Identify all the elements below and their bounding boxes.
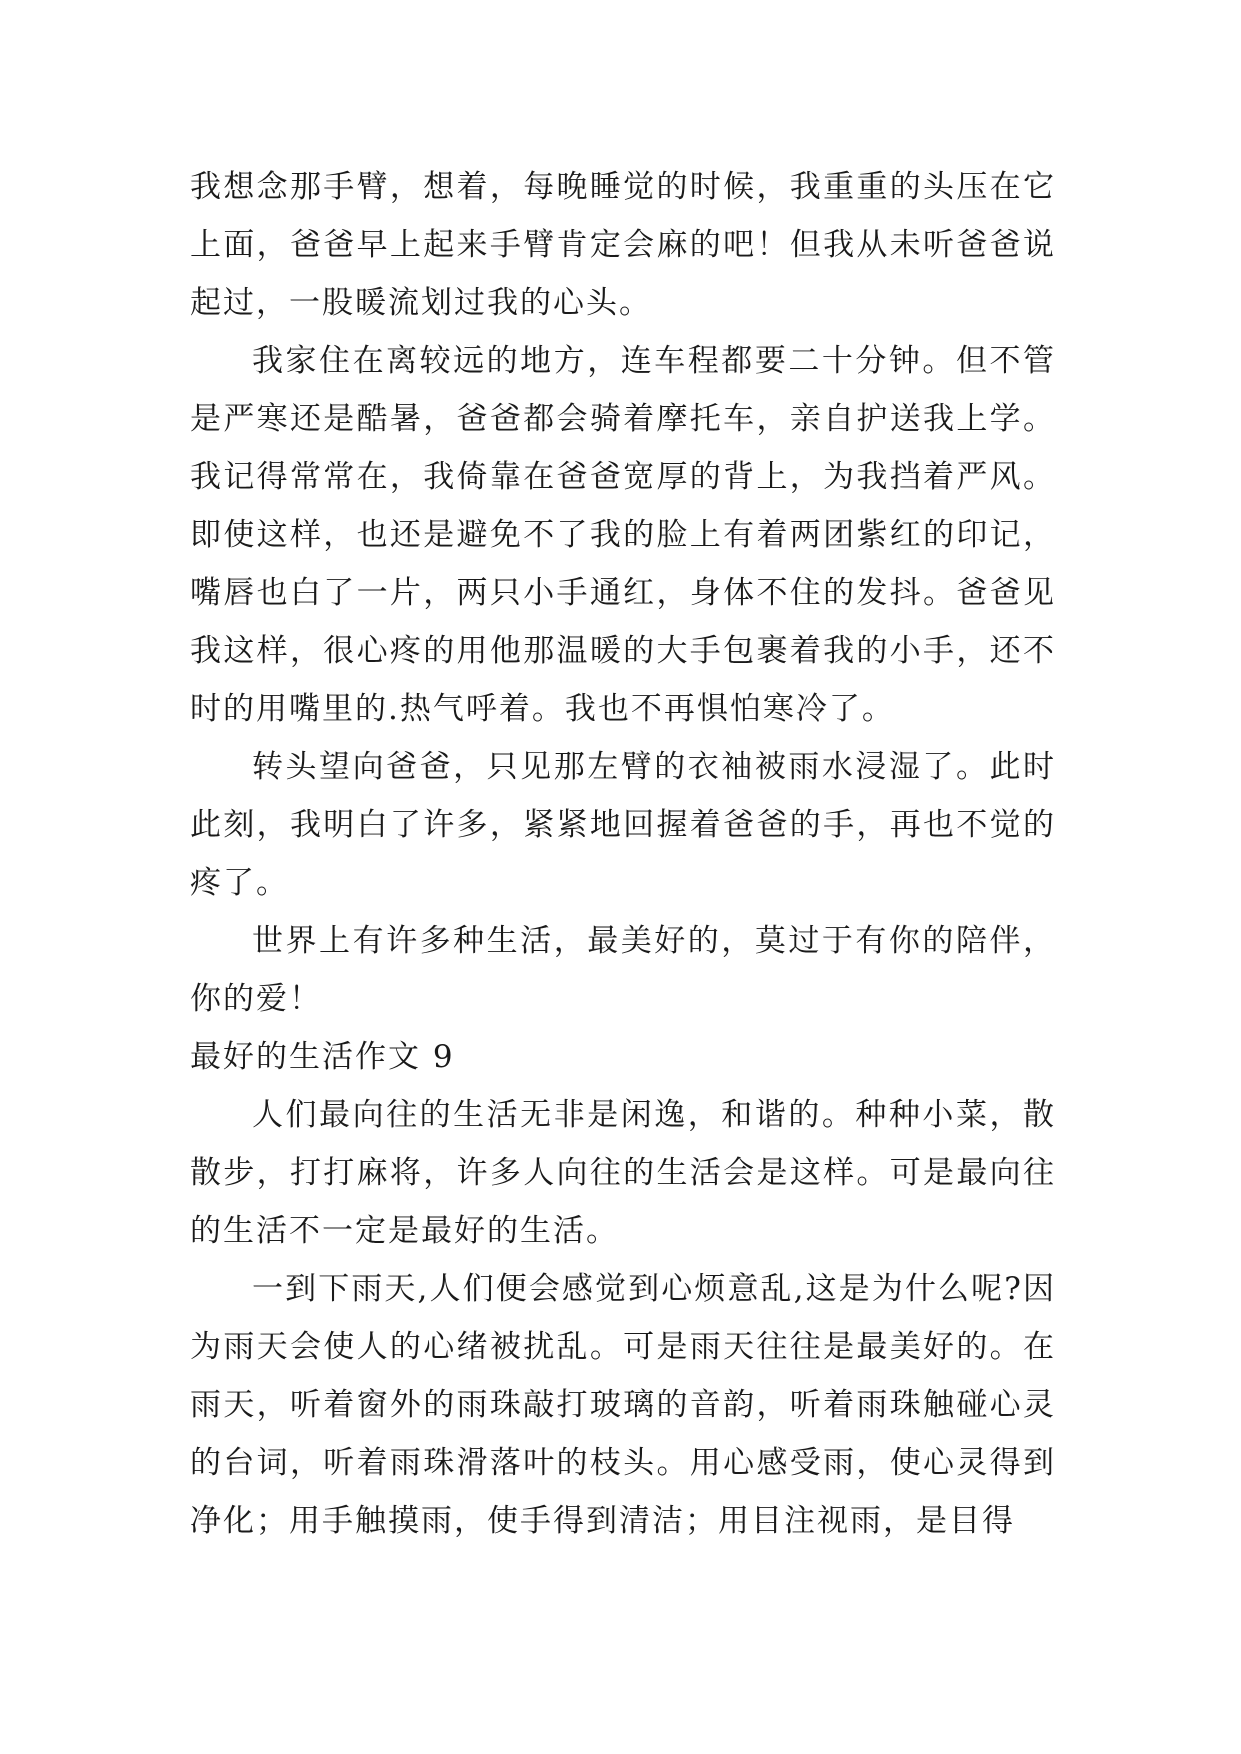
document-body xyxy=(190,158,1056,1550)
paragraph-conclusion: 世界上有许多种生活，最美好的，莫过于有你的陪伴，你的爱！ xyxy=(190,923,1056,1017)
paragraph-arm-memory: 我想念那手臂，想着，每晚睡觉的时候，我重重的头压在它上面，爸爸早上起来手臂肯定会麻的吧！但我从未听爸爸说起过，一股暖流划过我的心头。 xyxy=(190,169,1056,321)
paragraph-motorcycle-ride: 我家住在离较远的地方，连车程都要二十分钟。但不管是严寒还是酷暑，爸爸都会骑着摩托车，亲自护送我上学。我记得常常在，我倚靠在爸爸宽厚的背上，为我挡着严风。即使这样，也还是避免不了我的脸上有着两团紫红的印记，嘴唇也白了一片，两只小手通红，身体不住的发抖。爸爸见我这样，很心疼的用他那温暖的大手包裹着我的小手，还不时的用嘴里的.热气呼着。我也不再惧怕寒冷了。 xyxy=(190,343,1056,727)
paragraph-wet-sleeve: 转头望向爸爸，只见那左臂的衣袖被雨水浸湿了。此时此刻，我明白了许多，紧紧地回握着爸爸的手，再也不觉的疼了。 xyxy=(190,749,1056,901)
paragraph-rainy-day: 一到下雨天,人们便会感觉到心烦意乱,这是为什么呢?因为雨天会使人的心绪被扰乱。可是雨天往往是最美好的。在雨天，听着窗外的雨珠敲打玻璃的音韵，听着雨珠触碰心灵的台词，听着雨珠滑落叶的枝头。用心感受雨，使心灵得到净化；用手触摸雨，使手得到清洁；用目注视雨，是目得 xyxy=(190,1271,1056,1539)
paragraph-ideal-life: 人们最向往的生活无非是闲逸，和谐的。种种小菜，散散步，打打麻将，许多人向往的生活会是这样。可是最向往的生活不一定是最好的生活。 xyxy=(190,1097,1056,1249)
section-title: 最好的生活作文 9 xyxy=(190,1039,455,1075)
